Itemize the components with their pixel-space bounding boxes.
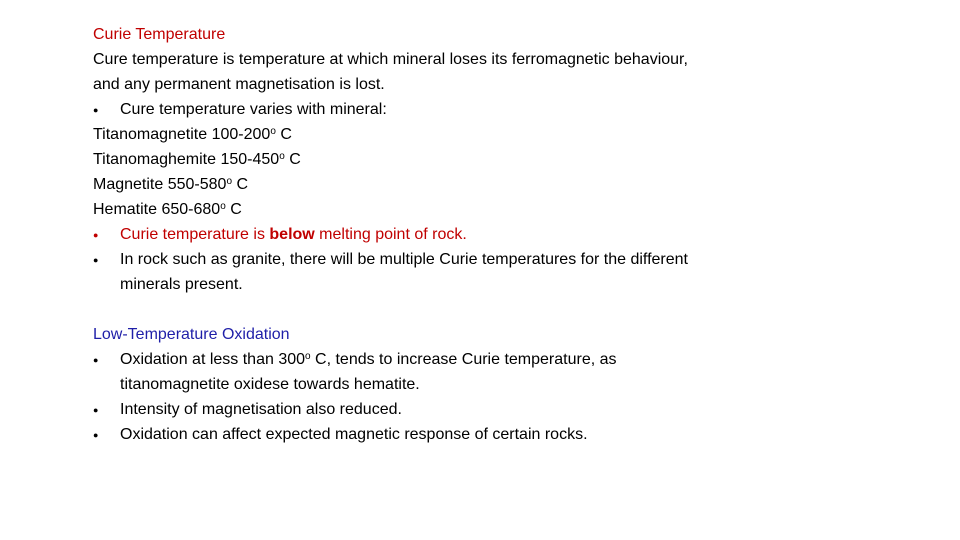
- oxidation-bullet-2: [93, 397, 813, 422]
- oxidation-bullet-3: [93, 422, 813, 447]
- curie-bullet-1-text: Cure temperature varies with mineral:: [120, 101, 387, 118]
- mineral-unit: C: [275, 126, 292, 143]
- degree-symbol: o: [220, 201, 226, 212]
- curie-bullet-2-post: melting point of rock.: [314, 226, 467, 243]
- mineral-unit: C: [225, 201, 242, 218]
- curie-bullet-3-continuation: minerals present.: [120, 276, 243, 293]
- mineral-item: [93, 197, 813, 222]
- oxidation-bullet-1-pre: Oxidation at less than 300: [120, 351, 306, 368]
- curie-bullet-2: [93, 222, 813, 247]
- slide-content: [93, 22, 813, 447]
- curie-bullet-3-text: In rock such as granite, there will be multiple Curie temperatures for the different: [120, 251, 688, 268]
- curie-heading: Curie Temperature: [93, 26, 226, 43]
- oxidation-bullet-3-text: Oxidation can affect expected magnetic response of certain rocks.: [120, 426, 588, 443]
- degree-symbol: o: [226, 176, 232, 187]
- bullet-icon: ●: [93, 255, 99, 265]
- mineral-item: [93, 147, 813, 172]
- mineral-unit: C: [284, 151, 301, 168]
- degree-symbol: o: [279, 151, 285, 162]
- oxidation-bullet-1-post: C, tends to increase Curie temperature, as: [310, 351, 617, 368]
- mineral-unit: C: [232, 176, 248, 193]
- bullet-icon: ●: [93, 230, 99, 240]
- mineral-range: Magnetite 550-580: [93, 176, 227, 193]
- curie-bullet-1: [93, 97, 813, 122]
- curie-bullet-3: [93, 247, 813, 272]
- bullet-icon: ●: [93, 430, 99, 440]
- section-spacer: [93, 297, 813, 322]
- curie-bullet-2-emphasis: below: [269, 226, 315, 243]
- curie-intro-line-2: and any permanent magnetisation is lost.: [93, 76, 385, 93]
- mineral-item: [93, 172, 813, 197]
- bullet-icon: ●: [93, 355, 99, 365]
- degree-symbol: o: [270, 126, 276, 137]
- oxidation-bullet-2-text: Intensity of magnetisation also reduced.: [120, 401, 402, 418]
- curie-intro-line-1: Cure temperature is temperature at which mineral loses its ferromagnetic behaviour,: [93, 51, 688, 68]
- mineral-item: [93, 122, 813, 147]
- mineral-range: Titanomaghemite 150-450: [93, 151, 280, 168]
- oxidation-bullet-1: [93, 347, 813, 372]
- mineral-range: Hematite 650-680: [93, 201, 221, 218]
- oxidation-heading: Low-Temperature Oxidation: [93, 326, 290, 343]
- bullet-icon: ●: [93, 405, 99, 415]
- mineral-range: Titanomagnetite 100-200: [93, 126, 271, 143]
- oxidation-bullet-1-continuation: titanomagnetite oxidese towards hematite.: [120, 376, 420, 393]
- bullet-icon: ●: [93, 105, 99, 115]
- curie-bullet-2-pre: Curie temperature is: [120, 226, 270, 243]
- degree-symbol: o: [305, 351, 311, 362]
